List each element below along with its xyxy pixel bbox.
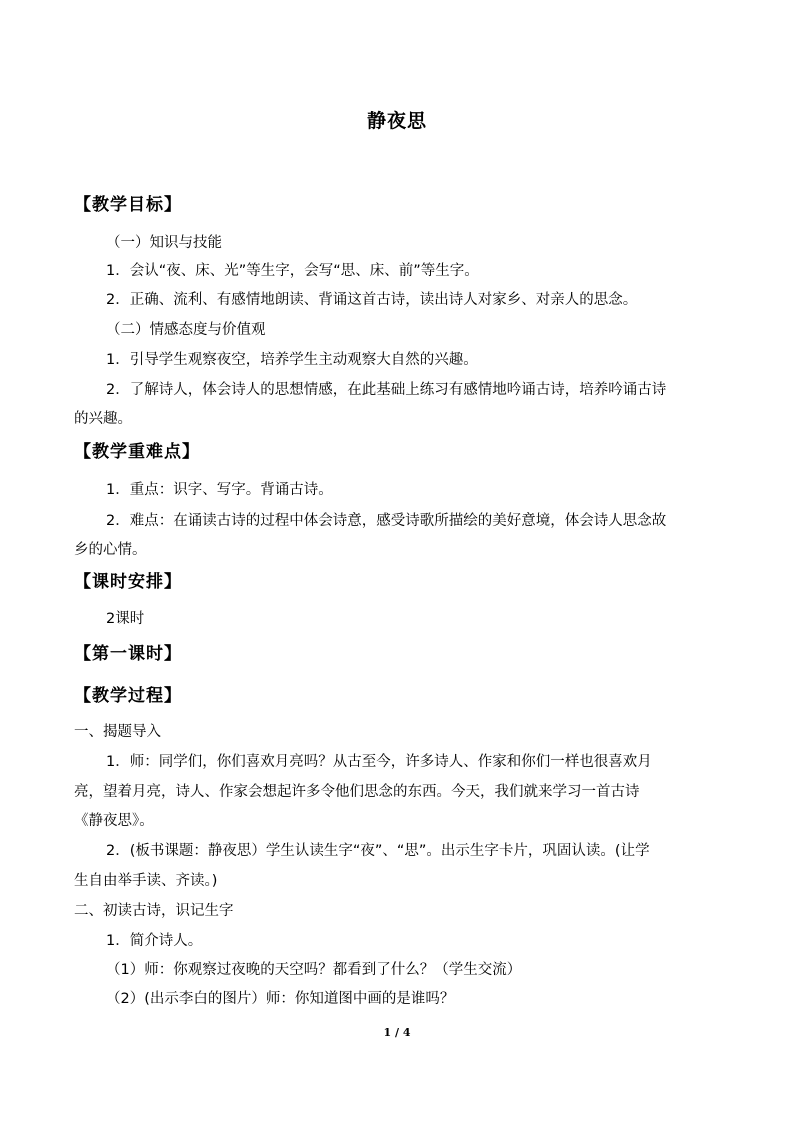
goals-subheading-knowledge: （一）知识与技能: [106, 235, 222, 251]
process-step-2-1-1: （1）师：你观察过夜晚的天空吗？都看到了什么？（学生交流）: [106, 962, 522, 978]
goals-subheading-emotion: （二）情感态度与价值观: [106, 322, 266, 338]
key-point-2-line2: 乡的心情。: [74, 542, 147, 558]
goals-item-1: 1．会认“夜、床、光”等生字，会写“思、床、前”等生字。: [106, 263, 479, 279]
heading-schedule: 【课时安排】: [74, 572, 182, 592]
process-step-1-1-line2: 亮，望着月亮，诗人、作家会想起许多令他们思念的东西。今天，我们就来学习一首古诗: [74, 784, 640, 800]
process-step-1-2-line1: 2．(板书课题：静夜思）学生认读生字“夜”、“思”。出示生字卡片，巩固认读。(让学: [106, 843, 650, 859]
process-step-1-1-line3: 《静夜思》。: [74, 813, 154, 829]
page-number: 1 / 4: [383, 1026, 411, 1039]
goals-item-2: 2．正确、流利、有感情地朗读、背诵这首古诗，读出诗人对家乡、对亲人的思念。: [106, 292, 638, 308]
process-step-1-1-line1: 1．师：同学们，你们喜欢月亮吗？从古至今，许多诗人、作家和你们一样也很喜欢月: [106, 754, 652, 770]
heading-first-lesson: 【第一课时】: [74, 644, 182, 664]
process-step-2-1: 1．简介诗人。: [106, 933, 203, 949]
heading-teaching-process: 【教学过程】: [74, 686, 182, 706]
process-step-2: 二、初读古诗，识记生字: [74, 903, 234, 919]
page-title: 静夜思: [366, 110, 427, 132]
goals-item-4-line1: 2．了解诗人，体会诗人的思想情感，在此基础上练习有感情地吟诵古诗，培养吟诵古诗: [106, 382, 667, 398]
schedule-value: 2课时: [106, 611, 145, 627]
heading-key-points: 【教学重难点】: [74, 442, 200, 462]
process-step-2-1-2: （2）(出示李白的图片）师：你知道图中画的是谁吗？: [106, 991, 455, 1007]
process-step-1: 一、揭题导入: [74, 724, 161, 740]
key-point-1: 1．重点：识字、写字。背诵古诗。: [106, 482, 333, 498]
heading-teaching-goals: 【教学目标】: [74, 195, 182, 215]
key-point-2-line1: 2．难点：在诵读古诗的过程中体会诗意，感受诗歌所描绘的美好意境，体会诗人思念故: [106, 513, 667, 529]
goals-item-3: 1．引导学生观察夜空，培养学生主动观察大自然的兴趣。: [106, 352, 478, 368]
process-step-1-2-line2: 生自由举手读、齐读。): [74, 873, 218, 889]
goals-item-4-line2: 的兴趣。: [74, 411, 132, 427]
